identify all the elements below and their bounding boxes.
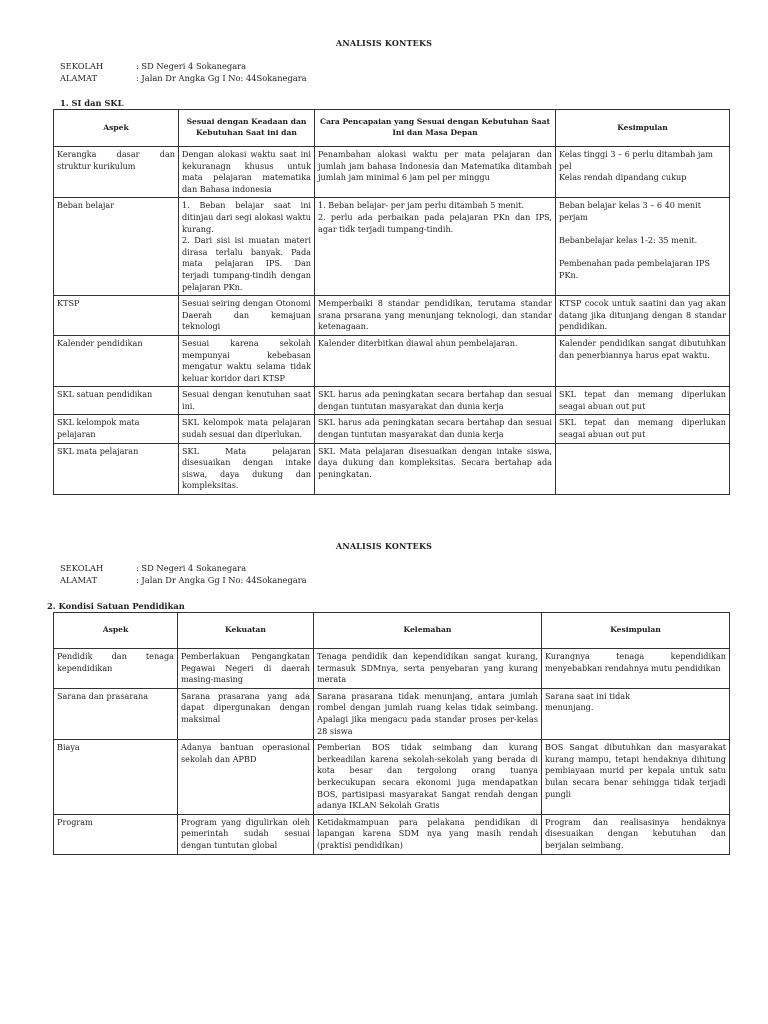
- cell-aspek: Sarana dan prasarana: [54, 688, 178, 739]
- table-row: [54, 740, 730, 815]
- cell-aspek: Beban belajar: [54, 198, 179, 296]
- table-row: [54, 387, 730, 415]
- table-row: [54, 688, 730, 739]
- cell: SKL tepat dan memang diperlukan seagai abuan out put: [556, 387, 730, 415]
- alamat-label: ALAMAT: [60, 574, 98, 585]
- cell: Ketidakmampuan para pelakana pendidikan di lapangan karena SDM nya yang masih rendah (praktisi pendidikan): [314, 814, 542, 854]
- si-skl-table: [53, 109, 730, 495]
- cell: SKL Mata pelajaran disesuaikan dengan intake siswa, daya dukung dan kompleksitas. Secara bertahap ada peningkatan.: [315, 443, 556, 494]
- header-kesimpulan: Kesimpulan: [556, 110, 730, 147]
- page-title: ANALISIS KONTEKS: [335, 38, 433, 48]
- alamat-value: : Jalan Dr Angka Gg I No: 44Sokanegara: [136, 72, 307, 83]
- cell: Pemberlakuan Pengangkatan Pegawai Negeri di daerah masing-masing: [178, 649, 314, 689]
- school-info: [60, 61, 307, 84]
- cell-aspek: SKL satuan pendidikan: [54, 387, 179, 415]
- cell: Pemberian BOS tidak seimbang dan kurang berkeadilan karena sekolah-sekolah yang berada di kota besar dan tergolong orang tuanya berkecukupan secara ekonomi juga mendapatkan BOS, partisipasi masyarakat Sangat rendah dengan adanya IKLAN Sekolah Gratis: [314, 740, 542, 815]
- cell: Tenaga pendidik dan kependidikan sangat kurang, termasuk SDMnya, serta penyebaran yang kurang merata: [314, 649, 542, 689]
- table-row: [54, 443, 730, 494]
- cell-aspek: KTSP: [54, 296, 179, 336]
- table-row: [54, 335, 730, 386]
- header-kesimpulan: Kesimpulan: [542, 613, 730, 649]
- cell-aspek: Biaya: [54, 740, 178, 815]
- table-row: [54, 147, 730, 198]
- page-title: ANALISIS KONTEKS: [335, 541, 433, 551]
- header-cara: Cara Pencapaian yang Sesuai dengan Kebutuhan Saat Ini dan Masa Depan: [315, 110, 556, 147]
- section-title: 1. SI dan SKL: [60, 98, 124, 108]
- table-row: [54, 649, 730, 689]
- cell: Sarana saat ini tidak menunjang.: [542, 688, 730, 739]
- cell: Dengan alokasi waktu saat ini kekuranagn khusus untuk mata pelajaran matematika dan Bahasa indonesia: [179, 147, 315, 198]
- cell: SKL tepat dan memang diperlukan seagai abuan out put: [556, 415, 730, 443]
- cell-aspek: SKL kelompok mata pelajaran: [54, 415, 179, 443]
- cell: SKL Mata pelajaran disesuaikan dengan intake siswa, daya dukung dan kompleksitas.: [179, 443, 315, 494]
- table-row: [54, 296, 730, 336]
- cell: KTSP cocok untuk saatini dan yag akan datang jika ditunjang dengan 8 standar pendidikan.: [556, 296, 730, 336]
- cell: Sarana prasarana yang ada dapat dipergunakan dengan maksimal: [178, 688, 314, 739]
- cell: Sesuai karena sekolah mempunyai kebebasan mengatur waktu selama tidak keluar koridor dari KTSP: [179, 335, 315, 386]
- cell-aspek: Kerangka dasar dan struktur kurikulum: [54, 147, 179, 198]
- cell: Adanya bantuan operasional sekolah dan APBD: [178, 740, 314, 815]
- kondisi-satuan-table: [53, 612, 730, 855]
- sekolah-value: : SD Negeri 4 Sokanegara: [136, 563, 247, 573]
- cell: Memperbaiki 8 standar pendidikan, terutama standar srana prsarana yang menunjang teknologi, dan standar ketenagaan.: [315, 296, 556, 336]
- table-row: [54, 814, 730, 854]
- sekolah-label: SEKOLAH: [60, 563, 104, 573]
- cell: SKL harus ada peningkatan secara bertahap dan sesuai dengan tuntutan masyarakat dan dunia kerja: [315, 415, 556, 443]
- cell: Beban belajar kelas 3 – 6 40 menit perjam Bebanbelajar kelas 1-2: 35 menit. Pembenahan pada pembelajaran IPS PKn.: [556, 198, 730, 296]
- sekolah-value: : SD Negeri 4 Sokanegara: [136, 61, 247, 71]
- cell: 1. Beban belajar- per jam perlu ditambah 5 menit. 2. perlu ada perbaikan pada pelajaran PKn dan IPS, agar tidk terjadi tumpang-tindih.: [315, 198, 556, 296]
- table-row: [54, 415, 730, 443]
- cell: Sesuai seiring dengan Otonomi Daerah dan kemajuan teknologi: [179, 296, 315, 336]
- cell: Sarana prasarana tidak menunjang, antara jumlah rombel dengan jumlah ruang kelas tidak seimbang. Apalagi jika mengacu pada standar proses per-kelas 28 siswa: [314, 688, 542, 739]
- cell: Program yang digulirkan oleh pemerintah sudah sesuai dengan tuntutan global: [178, 814, 314, 854]
- cell: Program dan realisasinya hendaknya disesuaikan dengan kebutuhan dan berjalan seimbang.: [542, 814, 730, 854]
- cell-aspek: Kalender pendidikan: [54, 335, 179, 386]
- header-aspek: Aspek: [54, 110, 179, 147]
- alamat-value: : Jalan Dr Angka Gg I No: 44Sokanegara: [136, 574, 307, 585]
- cell: SKL harus ada peningkatan secara bertahap dan sesuai dengan tuntutan masyarakat dan dunia kerja: [315, 387, 556, 415]
- header-kekuatan: Kekuatan: [178, 613, 314, 649]
- header-kelemahan: Kelemahan: [314, 613, 542, 649]
- cell: [556, 443, 730, 494]
- cell: Kalender pendidikan sangat dibutuhkan dan penerbiannya harus epat waktu.: [556, 335, 730, 386]
- cell: Kurangnya tenaga kependidikan menyebabkan rendahnya mutu pendidikan: [542, 649, 730, 689]
- cell: BOS Sangat dibutuhkan dan masyarakat kurang mampu, tetapi hendaknya dihitung pembiayaan murid per kepala untuk satu bulan secara benar sehingga tidak terjadi pungli: [542, 740, 730, 815]
- cell-aspek: Pendidik dan tenaga kependidikan: [54, 649, 178, 689]
- sekolah-label: SEKOLAH: [60, 61, 104, 71]
- cell: SKL kelompok mata pelajaran sudah sesuai dan diperlukan.: [179, 415, 315, 443]
- school-info: [60, 563, 307, 586]
- cell: 1. Beban belajar saat ini ditinjau dari segi alokasi waktu kurang. 2. Dari sisi isi muatan materi dirasa terlalu banyak. Pada mata pelajaran IPS. Dan terjadi tumpang-tindih dengan pelajaran PKn.: [179, 198, 315, 296]
- cell: Kalender diterbitkan diawal ahun pembelajaran.: [315, 335, 556, 386]
- header-sesuai: Sesuai dengan Keadaan dan Kebutuhan Saat ini dan: [179, 110, 315, 147]
- header-aspek: Aspek: [54, 613, 178, 649]
- cell-aspek: SKL mata pelajaran: [54, 443, 179, 494]
- alamat-label: ALAMAT: [60, 72, 98, 83]
- table-row: [54, 198, 730, 296]
- cell: Penambahan alokasi waktu per mata pelajaran dan jumlah jam bahasa Indonesia dan Matematika ditambah jumlah jam minimal 6 jam pel per minggu: [315, 147, 556, 198]
- section-title: 2. Kondisi Satuan Pendidikan: [47, 601, 185, 611]
- cell-aspek: Program: [54, 814, 178, 854]
- cell: Sesuai dengan kenutuhan saat ini.: [179, 387, 315, 415]
- cell: Kelas tinggi 3 – 6 perlu ditambah jam pel Kelas rendah dipandang cukup: [556, 147, 730, 198]
